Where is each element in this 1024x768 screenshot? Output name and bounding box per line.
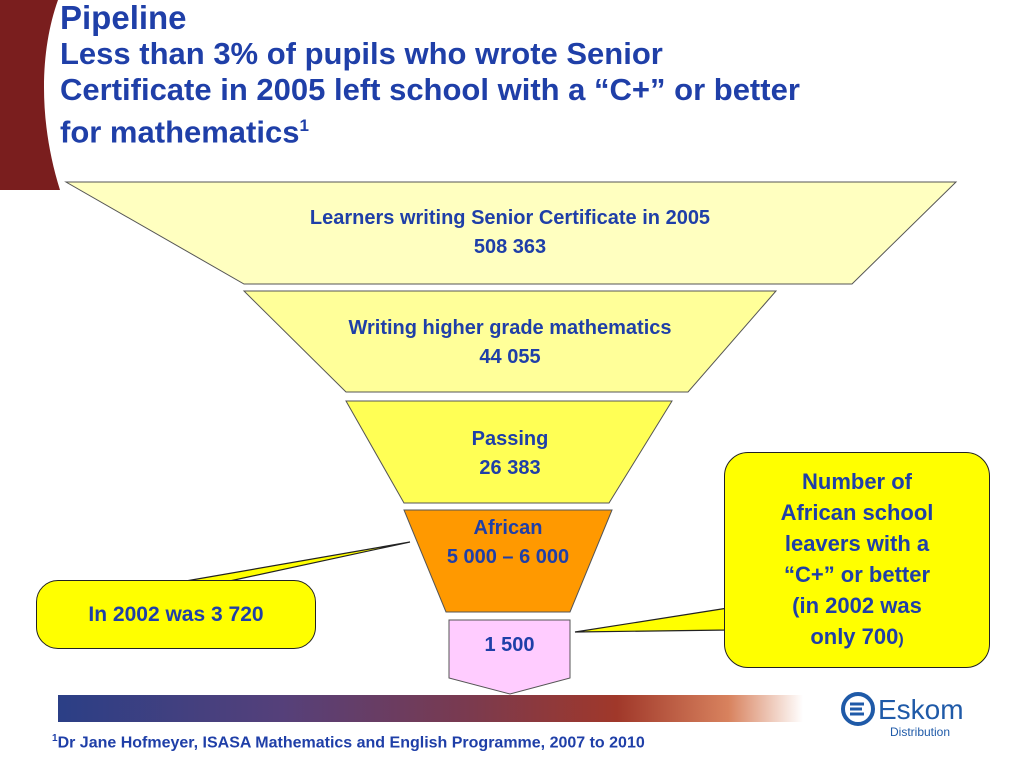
stage-1-title: Learners writing Senior Certificate in 2005 [309,207,711,229]
stage-2-value: 44 055 [479,346,541,368]
eskom-logo-name: Eskom [878,694,964,725]
footnote [52,733,645,752]
right-callout-text [781,466,934,655]
right-callout-pointer [575,608,728,632]
footnote-text: Dr Jane Hofmeyer, ISASA Mathematics and English Programme, 2007 to 2010 [57,734,645,752]
eskom-logo-sub: Distribution [890,725,951,739]
right-callout-line: “C+” or better [783,561,931,587]
title-subheading-2: Certificate in 2005 left school with a “C+” or better [60,72,800,107]
stage-4-title: African [473,517,543,539]
right-callout [724,452,990,668]
left-callout [36,580,316,649]
funnel-stage-4-label [408,514,608,572]
title-subheading-1: Less than 3% of pupils who wrote Senior [60,36,663,71]
footnote-mark: 1 [52,733,58,744]
right-callout-line [781,621,934,655]
eskom-logo [838,688,988,744]
funnel-stage-3-label [360,425,660,483]
right-callout-paren: ) [898,630,904,648]
left-callout-pointer [180,542,410,582]
funnel-stage-2-label [260,314,760,372]
title-heading: Pipeline [60,0,187,36]
right-callout-line: leavers with a [784,530,930,556]
stage-3-title: Passing [471,428,549,450]
stage-4-value: 5 000 – 6 000 [446,546,570,568]
left-callout-text: In 2002 was 3 720 [88,602,264,626]
right-callout-line: Number of [802,468,912,494]
right-callout-line: African school [780,499,934,525]
title-footnote-mark: 1 [299,116,309,135]
stage-5-value: 1 500 [484,634,535,656]
right-callout-line-text: only 700 [810,623,899,649]
title-subheading-3-text: for mathematics [60,114,300,150]
funnel-stage-5-label [449,631,570,660]
stage-1-value: 508 363 [473,236,547,258]
stage-2-title: Writing higher grade mathematics [348,317,672,339]
footer-gradient-bar [58,695,803,722]
funnel-stage-1-label [210,204,810,262]
stage-3-value: 26 383 [479,457,541,479]
right-callout-line: (in 2002 was [792,592,922,618]
